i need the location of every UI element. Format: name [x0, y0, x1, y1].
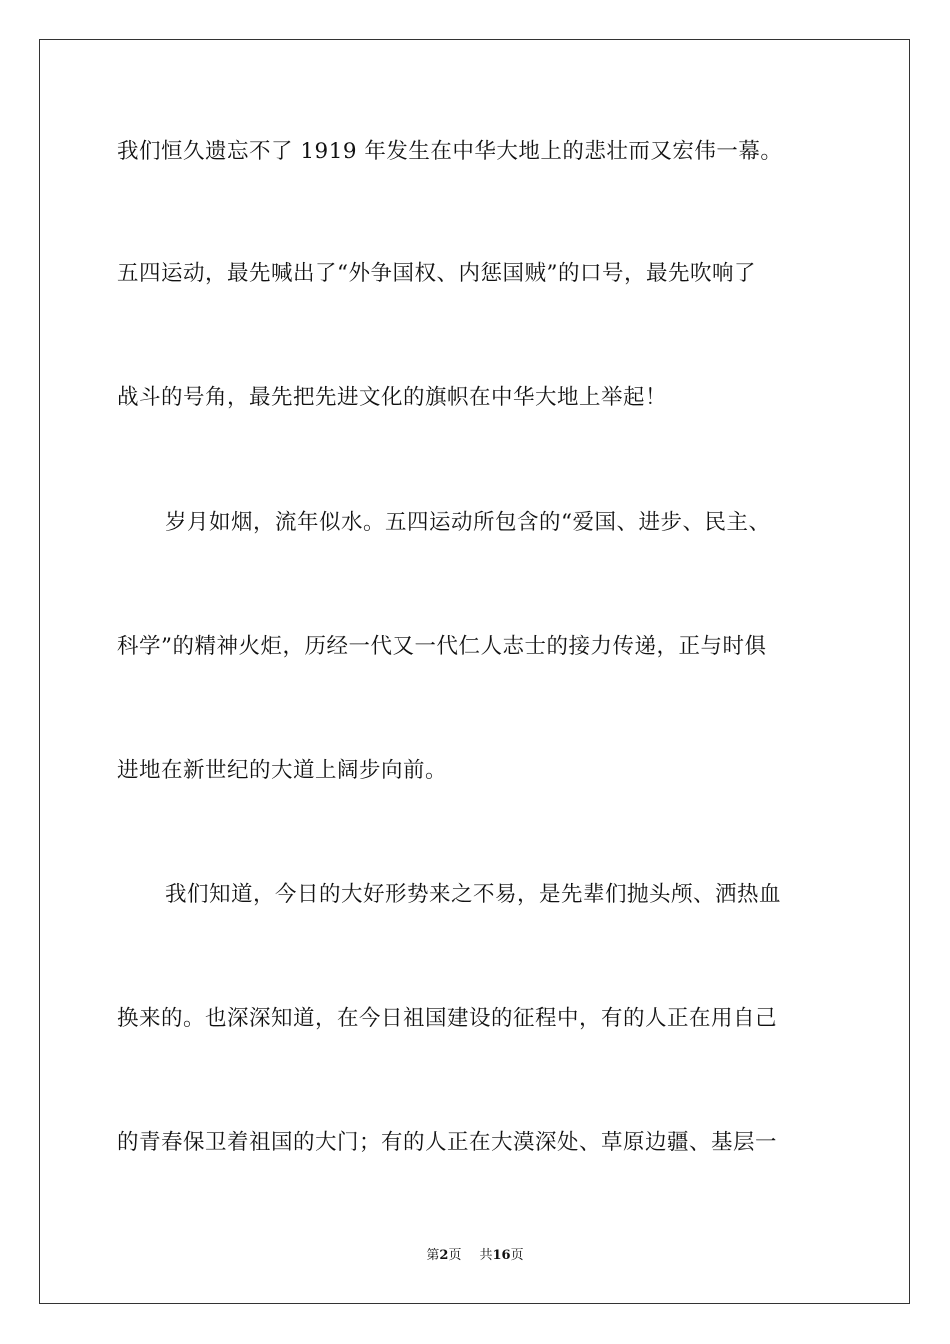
total-page-number: 16	[492, 1248, 511, 1263]
body-text-line-8: 换来的。也深深知道，在今日祖国建设的征程中，有的人正在用自己	[117, 1006, 778, 1031]
body-text-line-7: 我们知道，今日的大好形势来之不易，是先辈们抛头颅、洒热血	[165, 882, 782, 907]
page-prefix: 第	[426, 1248, 440, 1263]
body-text-line-3: 战斗的号角，最先把先进文化的旗帜在中华大地上举起！	[117, 385, 668, 410]
body-text-line-9: 的青春保卫着祖国的大门；有的人正在大漠深处、草原边疆、基层一	[117, 1130, 778, 1155]
total-pages-indicator	[479, 1247, 523, 1265]
total-prefix: 共	[479, 1248, 493, 1263]
page-suffix: 页	[448, 1248, 462, 1263]
body-text-line-4: 岁月如烟，流年似水。五四运动所包含的“爱国、进步、民主、	[165, 510, 771, 535]
body-text-line-1: 我们恒久遗忘不了 1919 年发生在中华大地上的悲壮而又宏伟一幕。	[117, 139, 783, 164]
current-page-number: 2	[439, 1248, 449, 1263]
page-frame	[39, 39, 910, 1304]
body-text-line-6: 进地在新世纪的大道上阔步向前。	[117, 758, 448, 783]
total-suffix: 页	[510, 1248, 524, 1263]
body-text-line-2: 五四运动，最先喊出了“外争国权、内惩国贼”的口号，最先吹响了	[117, 261, 756, 286]
page-indicator	[426, 1247, 461, 1265]
page-footer	[0, 1247, 950, 1265]
body-text-line-5: 科学”的精神火炬，历经一代又一代仁人志士的接力传递，正与时俱	[117, 634, 767, 659]
